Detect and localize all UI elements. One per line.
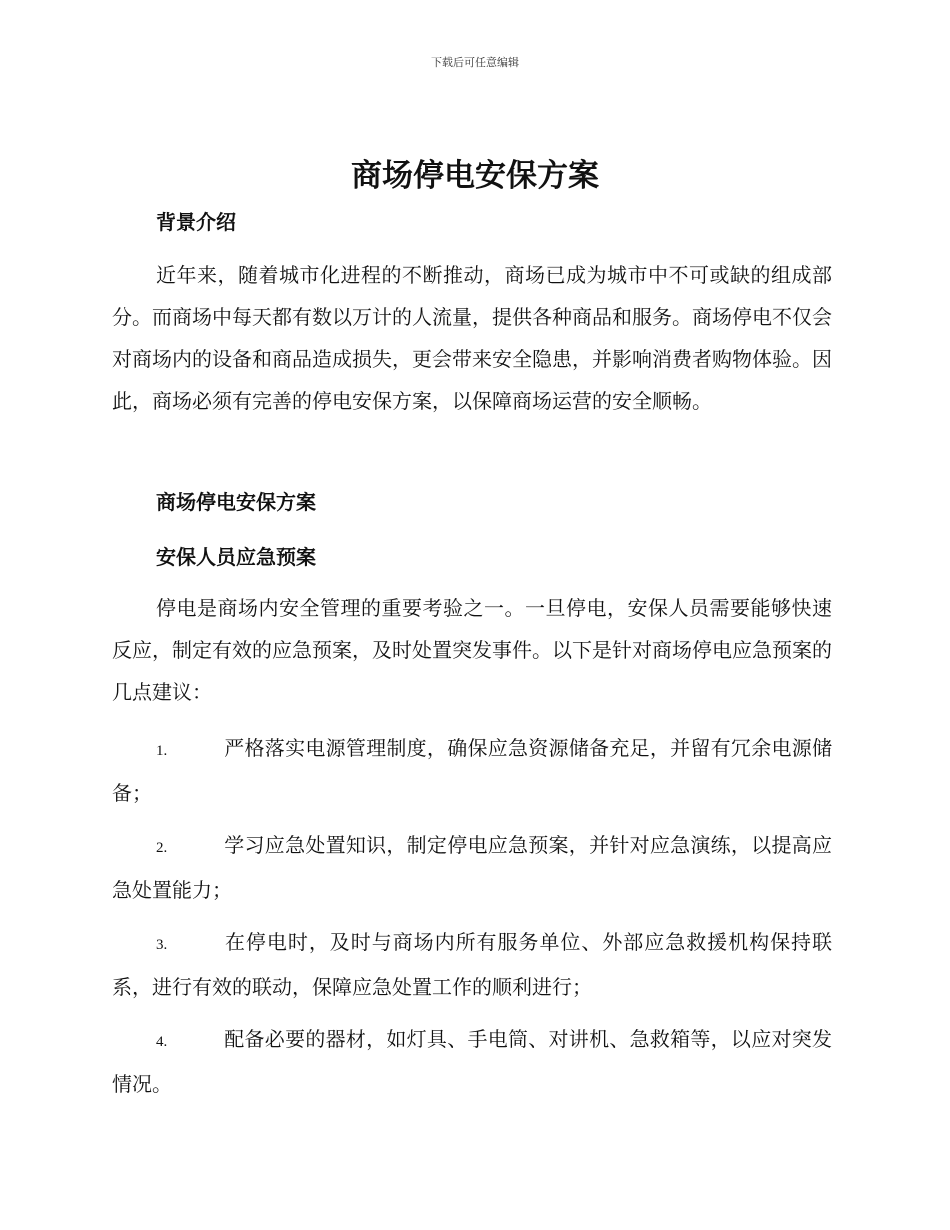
header-note: 下载后可任意编辑 bbox=[431, 56, 519, 69]
paragraph-background: 近年来，随着城市化进程的不断推动，商场已成为城市中不可或缺的组成部分。而商场中每天都有数以万计的人流量，提供各种商品和服务。商场停电不仅会对商场内的设备和商品造成损失，更会带来安全隐患，并影响消费者购物体验。因此，商场必须有完善的停电安保方案，以保障商场运营的安全顺畅。 bbox=[112, 263, 832, 413]
list-text: 在停电时，及时与商场内所有服务单位、外部应急救援机构保持联系，进行有效的联动，保障应急处置工作的顺利进行； bbox=[112, 930, 832, 999]
list-text: 配备必要的器材，如灯具、手电筒、对讲机、急救箱等，以应对突发情况。 bbox=[112, 1027, 832, 1096]
heading-plan: 商场停电安保方案 bbox=[156, 490, 316, 514]
list-number: 1. bbox=[156, 743, 168, 759]
list-item bbox=[112, 1018, 832, 1105]
list-text: 学习应急处置知识，制定停电应急预案，并针对应急演练，以提高应急处置能力； bbox=[112, 833, 832, 902]
heading-emergency: 安保人员应急预案 bbox=[156, 545, 316, 569]
document-title: 商场停电安保方案 bbox=[351, 158, 599, 194]
list-number: 2. bbox=[156, 840, 168, 856]
list-item bbox=[112, 727, 832, 814]
heading-background: 背景介绍 bbox=[156, 210, 236, 234]
list-item bbox=[112, 921, 832, 1008]
list-text: 严格落实电源管理制度，确保应急资源储备充足，并留有冗余电源储备； bbox=[112, 736, 832, 805]
list-number: 4. bbox=[156, 1034, 168, 1050]
list-item bbox=[112, 824, 832, 911]
list-number: 3. bbox=[156, 937, 168, 953]
paragraph-emergency: 停电是商场内安全管理的重要考验之一。一旦停电，安保人员需要能够快速反应，制定有效的应急预案，及时处置突发事件。以下是针对商场停电应急预案的几点建议： bbox=[112, 596, 832, 704]
